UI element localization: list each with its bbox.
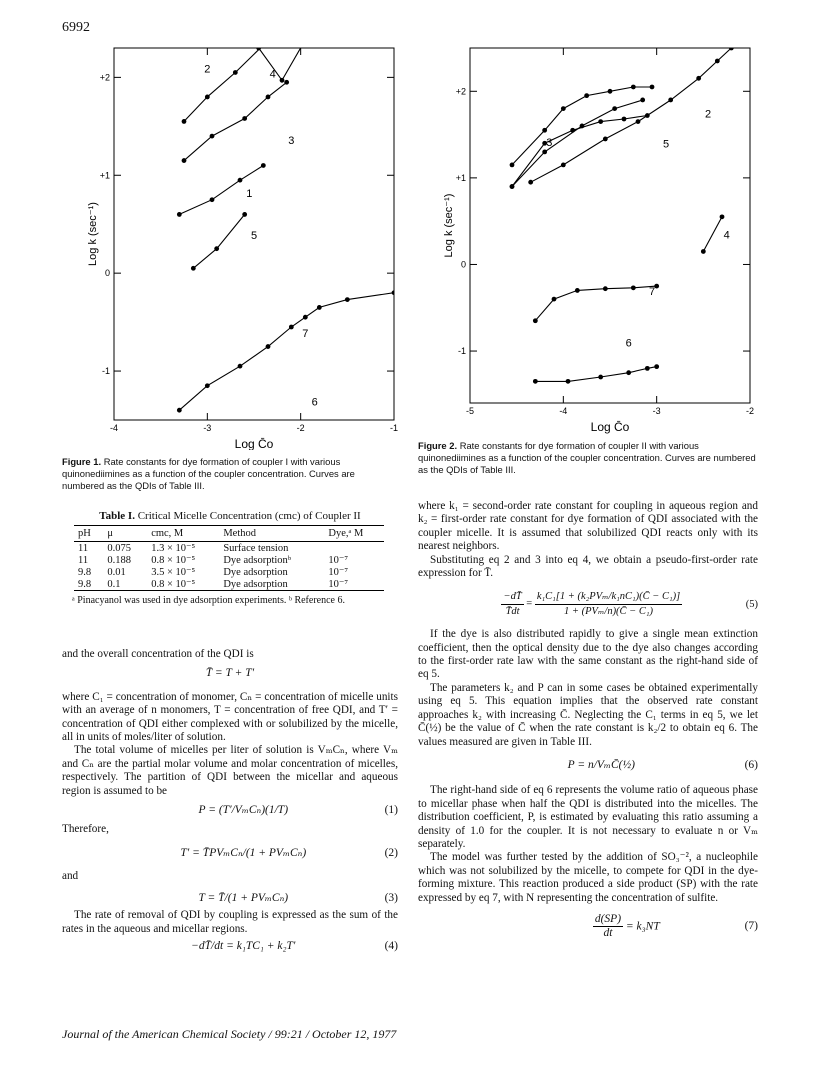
equation-number: (1) — [384, 804, 398, 817]
data-point-4 — [720, 214, 725, 219]
figure-1-caption-text: Rate constants for dye formation of coupler I with various quinonediimines as a function of the coupler concentration. Curves are numbered as the QDIs of Table III. — [62, 456, 355, 491]
equation-number: (4) — [384, 939, 398, 952]
equation-text: −dT̄/dt = k₁TC₁ + k₂T′ — [191, 939, 296, 952]
figure-1-chart — [62, 40, 402, 450]
series-line-3 — [184, 82, 287, 160]
equation-6 — [418, 759, 758, 772]
series-line-2 — [184, 45, 263, 121]
data-point-2 — [715, 59, 720, 64]
data-point-1 — [580, 124, 585, 129]
figure-2-chart — [418, 40, 758, 435]
curve-label: 2 — [704, 108, 712, 121]
fraction-numerator: d(SP) — [593, 913, 623, 927]
table-cell: Surface tension — [223, 542, 289, 554]
data-point-1 — [640, 98, 645, 103]
data-point-4 — [256, 46, 261, 51]
curve-label: 3 — [288, 134, 295, 147]
figure-1-caption — [62, 456, 398, 492]
table-row — [74, 578, 384, 591]
data-point-6 — [340, 432, 345, 437]
paragraph: If the dye is also distributed rapidly to give a single mean extinction coefficient, then the optical density due to the dye also changes according to the first-order rate law with the same constant as the right-hand side of eq 5. — [418, 628, 758, 681]
x-tick-label: -4 — [559, 406, 568, 416]
y-tick-label: 0 — [104, 268, 110, 279]
equation-text: T = T̄/(1 + PVₘCₙ) — [198, 891, 289, 904]
table-1-header-row — [74, 526, 384, 542]
data-point-6 — [598, 375, 603, 380]
table-1-header-cell: pH — [74, 526, 103, 542]
data-point-2 — [261, 43, 266, 48]
table-1-footnote: ᵃ Pinacyanol was used in dye adsorption experiments. ᵇ Reference 6. — [72, 595, 345, 606]
table-1-title-text: Critical Micelle Concentration (cmc) of Coupler II — [137, 510, 361, 522]
table-cell: 9.8 — [74, 578, 103, 591]
data-point-2 — [205, 95, 210, 100]
table-1 — [62, 510, 398, 607]
paragraph: The parameters k₂ and P can in some cases be obtained experimentally using eq 5. This equation implies that the observed rate constant approaches k₂ with increasing C̄. Neglecting the C₁ terms in eq 5, we let C̄(½) be the value of C̄ when the rate constant is k₂/2 to obtain eq 6. The values measured are given in Table III. — [418, 681, 758, 748]
table-row — [74, 542, 384, 555]
curve-label: 2 — [204, 63, 211, 76]
table-1-header-cell: μ — [103, 526, 147, 542]
equation-number: (3) — [384, 891, 398, 904]
data-point-3 — [182, 158, 187, 163]
table-row — [74, 566, 384, 578]
series-line-1 — [512, 100, 643, 187]
curve-label: 3 — [546, 136, 553, 149]
y-tick-label: +2 — [455, 86, 466, 97]
table-cell: 0.1 — [103, 578, 147, 591]
series-line-4 — [259, 40, 315, 80]
equation-5-body: $\frac{-dT̄}{T̄dt}$ = $\frac{\text{k₁C₁[1 + (k₂PVₘ/k₁nC₁)(C̄ − C₁)]}}{\text{1 + (PVₘ/n)(C̄ − C₁)}}$ — [503, 591, 681, 617]
series-line-7 — [179, 293, 394, 411]
table-cell: 3.5 × 10⁻⁵ — [151, 567, 196, 578]
table-cell: 0.8 × 10⁻⁵ — [151, 555, 196, 566]
equation-4 — [62, 940, 398, 953]
x-axis-label: Log C̄o — [234, 437, 274, 450]
data-point-2 — [528, 180, 533, 185]
data-point-6 — [566, 379, 571, 384]
table-cell: Dye adsorption — [219, 578, 324, 591]
data-point-7 — [533, 318, 538, 323]
data-point-1 — [177, 212, 182, 217]
y-tick-label: +1 — [99, 170, 110, 181]
paragraph: Therefore, — [62, 823, 109, 836]
table-cell: 11 — [78, 554, 89, 566]
data-point-1 — [612, 106, 617, 111]
series-group — [177, 40, 399, 450]
data-point-2 — [561, 162, 566, 167]
table-1-header-cell: Dye,ᵃ M — [324, 526, 384, 542]
table-cell: Dye adsorptionᵇ — [223, 554, 292, 566]
series-group — [510, 46, 734, 384]
data-point-7 — [575, 288, 580, 293]
data-point-7 — [603, 286, 608, 291]
table-cell: 0.188 — [107, 554, 131, 566]
y-tick-label: -1 — [457, 346, 466, 357]
table-cell: Dye adsorption — [223, 566, 288, 578]
data-point-2 — [182, 119, 187, 124]
data-point-1 — [510, 184, 515, 189]
equation-number: (5) — [745, 598, 758, 610]
data-point-1 — [542, 150, 547, 155]
series-line-6 — [301, 435, 343, 450]
data-point-7 — [303, 315, 308, 320]
equation-5-rhs — [535, 590, 682, 618]
data-point-6 — [626, 370, 631, 375]
data-point-7 — [205, 383, 210, 388]
table-1-label: Table I. — [99, 510, 135, 522]
x-tick-label: -5 — [465, 406, 475, 416]
fraction-numerator: −dT̄ — [501, 590, 523, 604]
data-point-1 — [261, 163, 266, 168]
data-point-2 — [603, 137, 608, 142]
paragraph: Substituting eq 2 and 3 into eq 4, we obtain a pseudo-first-order rate expression for T̄. — [418, 553, 758, 580]
data-point-3 — [561, 106, 566, 111]
data-point-3 — [242, 116, 247, 121]
fraction-denominator: dt — [603, 927, 613, 940]
data-point-2 — [233, 70, 238, 75]
table-cell: 10⁻⁷ — [328, 555, 349, 566]
curve-label: 4 — [723, 229, 730, 242]
paragraph: and the overall concentration of the QDI is — [62, 648, 254, 660]
equation-text: P = (T′/VₘCₙ)(1/T) — [198, 804, 289, 817]
data-point-3 — [631, 85, 636, 90]
data-point-7 — [392, 290, 397, 295]
y-tick-label: +1 — [455, 172, 466, 183]
curve-label: 5 — [250, 229, 258, 242]
journal-footer: Journal of the American Chemical Society / 99:21 / October 12, 1977 — [62, 1027, 397, 1041]
table-cell — [324, 542, 384, 555]
paragraph: where k₁ = second-order rate constant for coupling in aqueous region and k₂ = first-order rate constant for dye formation of QDI associated with the coupler micelle. It is assumed that solubilized QDI reacts only with its nearest neighbors. — [418, 500, 758, 553]
x-tick-label: -3 — [203, 423, 212, 433]
figure-2-caption-label: Figure 2. — [418, 440, 458, 451]
paragraph: where C₁ = concentration of monomer, Cₙ = concentration of micelle units with an average of n monomers, T = concentration of free QDI, and T′ = concentration of QDI either complexed with or solubilized by the micelle, all in units of moles/liter of solution. — [62, 690, 398, 744]
data-point-5 — [191, 266, 196, 271]
equation-number: (2) — [384, 846, 398, 859]
curve-label: 7 — [302, 327, 309, 340]
equation-3 — [62, 892, 398, 905]
table-cell: 9.8 — [78, 566, 92, 578]
y-tick-label: -1 — [101, 366, 110, 377]
equation-5 — [418, 590, 758, 618]
data-point-7 — [177, 408, 182, 413]
curve-label: 7 — [648, 285, 656, 298]
equation-text: T̄ = T + T′ — [205, 667, 255, 680]
y-tick-label: 0 — [460, 259, 466, 270]
data-point-7 — [317, 305, 322, 310]
table-1-title — [62, 510, 398, 522]
table-cell: 0.01 — [107, 566, 126, 578]
table-1-header-cell: cmc, M — [147, 526, 219, 542]
data-point-7 — [345, 297, 350, 302]
right-column-text — [418, 500, 758, 941]
equation-7-fraction — [593, 913, 623, 941]
equation-number: (7) — [744, 920, 758, 933]
table-1-header-cell: Method — [219, 526, 324, 542]
figure-1-caption-label: Figure 1. — [62, 456, 102, 467]
data-point-5 — [214, 246, 219, 251]
x-tick-label: -2 — [296, 423, 305, 433]
series-line-2 — [531, 48, 732, 182]
equation-7-body — [593, 913, 660, 941]
x-tick-label: -4 — [109, 423, 119, 433]
data-point-3 — [266, 95, 271, 100]
data-point-4 — [280, 78, 285, 83]
table-cell: 1.3 × 10⁻⁵ — [151, 543, 196, 554]
y-tick-label: +2 — [99, 72, 110, 83]
fraction-denominator: T̄dt — [505, 605, 520, 617]
data-point-2 — [668, 98, 673, 103]
paragraph: The rate of removal of QDI by coupling is expressed as the sum of the rates in the aqueous and micellar regions. — [62, 909, 398, 935]
data-point-6 — [533, 379, 538, 384]
table-cell: 11 — [78, 542, 89, 554]
fraction-denominator: 1 + (PVₘ/n)(C̄ − C₁) — [564, 605, 654, 617]
equation-text: T′ = T̄PVₘCₙ/(1 + PVₘCₙ) — [180, 846, 307, 859]
curve-label: 4 — [269, 68, 276, 81]
paragraph: The right-hand side of eq 6 represents the volume ratio of aqueous phase to micellar phase when half the QDI is distributed into the micelles. The distribution coefficient, P, is estimated by evaluating this ratio assuming a density of 1.0 for the coupler. It is not necessary to evaluate n or Vₘ separately. — [418, 784, 758, 850]
x-axis-label: Log C̄o — [590, 420, 630, 434]
data-point-7 — [238, 364, 243, 369]
paragraph: The total volume of micelles per liter of solution is VₘCₙ, where Vₘ and Cₙ are the partial molar volume and molar concentration of micelles, respectively. The partition of QDI between the micellar and aqueous region is assumed to be — [62, 744, 398, 797]
paragraph: The model was further tested by the addition of SO₃⁻², a nucleophile which was not solubilized by the micelle, to compete for QDI in the dye-forming mixture. This reaction produced a side product (SP) with the rate expressed by eq 7, with N representing the concentration of sulfite. — [418, 851, 758, 904]
equation-overall — [62, 667, 398, 680]
data-point-6 — [654, 364, 659, 369]
data-point-5 — [242, 212, 247, 217]
equation-2 — [62, 847, 398, 860]
data-point-7 — [631, 285, 636, 290]
equation-text: = k₃NT — [625, 920, 660, 933]
table-cell: 10⁻⁷ — [328, 567, 349, 578]
curve-label: 6 — [625, 337, 632, 350]
x-tick-label: -1 — [389, 423, 399, 433]
table-cell: 10⁻⁷ — [324, 578, 384, 591]
series-line-4 — [703, 217, 722, 252]
data-point-2 — [729, 46, 734, 51]
data-point-3 — [542, 128, 547, 133]
series-line-7 — [535, 286, 656, 321]
data-point-7 — [266, 344, 271, 349]
data-point-7 — [552, 297, 557, 302]
data-point-3 — [650, 85, 655, 90]
y-axis-label: Log k (sec⁻¹) — [87, 202, 99, 266]
data-point-1 — [238, 178, 243, 183]
plot-frame — [470, 48, 750, 403]
x-tick-label: -2 — [745, 406, 755, 416]
data-point-5 — [598, 119, 603, 124]
table-cell: 0.075 — [107, 542, 131, 554]
equation-5-lhs — [501, 590, 523, 618]
curve-label: 1 — [246, 187, 253, 200]
data-point-4 — [701, 249, 706, 254]
figure-2-caption — [418, 440, 758, 476]
x-tick-label: -3 — [652, 406, 661, 416]
data-point-1 — [210, 197, 215, 202]
data-point-3 — [210, 134, 215, 139]
series-line-6 — [535, 367, 656, 382]
y-axis-label: Log k (sec⁻¹) — [443, 193, 455, 258]
data-point-3 — [510, 162, 515, 167]
data-point-3 — [608, 89, 613, 94]
equation-number: (6) — [744, 758, 758, 771]
data-point-7 — [289, 325, 294, 330]
left-column-text — [62, 648, 398, 953]
data-point-5 — [645, 113, 650, 118]
data-point-6 — [322, 442, 327, 447]
equation-1 — [62, 804, 398, 817]
data-point-3 — [584, 93, 589, 98]
equation-7 — [418, 913, 758, 941]
data-point-2 — [696, 76, 701, 81]
fraction-numerator: k₁C₁[1 + (k₂PVₘ/k₁nC₁)(C̄ − C₁)] — [535, 590, 682, 604]
paragraph: and — [62, 870, 79, 883]
curve-label: 5 — [662, 138, 670, 151]
table-cell: 0.8 × 10⁻⁵ — [147, 578, 219, 591]
table-1-grid — [74, 525, 384, 591]
table-row — [74, 554, 384, 566]
data-point-3 — [284, 80, 289, 85]
curve-label: 6 — [311, 396, 318, 409]
series-line-5 — [193, 214, 244, 268]
equation-text: P = n/VₘC̄(½) — [567, 758, 635, 771]
data-point-5 — [622, 117, 627, 122]
figure-2-caption-text: Rate constants for dye formation of coupler II with various quinonediimines as a function of the coupler concentration. Curves are numbered as the QDIs of Table III. — [418, 440, 756, 475]
page-number: 6992 — [62, 20, 90, 35]
data-point-2 — [636, 119, 641, 124]
data-point-6 — [645, 366, 650, 371]
